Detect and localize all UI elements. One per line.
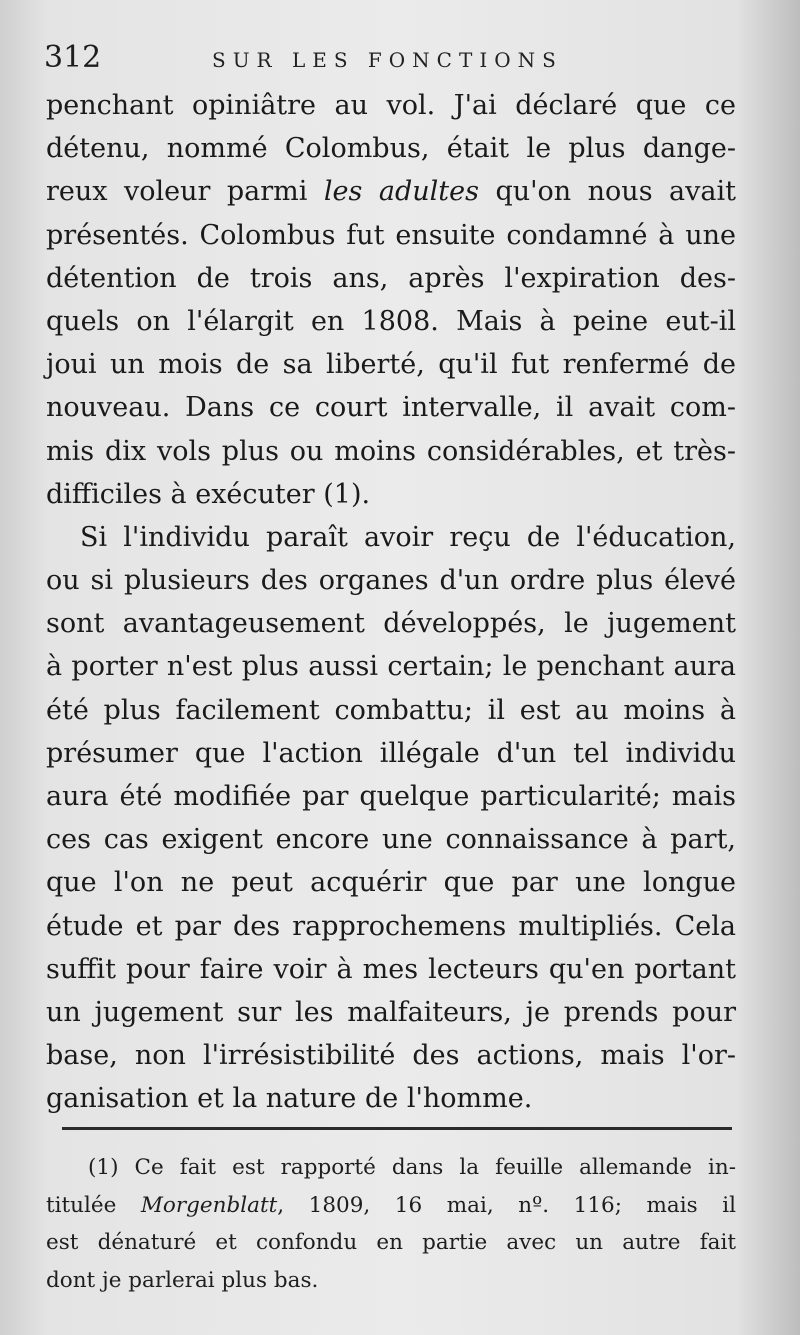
- text-line: étude et par des rapprochemens multipliés. Cela: [46, 910, 736, 942]
- text-segment: , 1809, 16 mai, nº. 116; mais il: [277, 1192, 736, 1218]
- footnote-line: (1) Ce fait est rapporté dans la feuille allemande in-: [88, 1155, 736, 1180]
- footnote-rule: [62, 1127, 732, 1130]
- text-line: quels on l'élargit en 1808. Mais à peine eut-il: [46, 305, 736, 337]
- text-line: ces cas exigent encore une connaissance à part,: [46, 824, 736, 856]
- text-line: que l'on ne peut acquérir que par une longue: [46, 867, 736, 899]
- text-line: joui un mois de sa liberté, qu'il fut renfermé de: [46, 349, 736, 381]
- text-line: base, non l'irrésistibilité des actions, mais l'or-: [46, 1040, 736, 1072]
- footnote-line: dont je parlerai plus bas.: [46, 1267, 319, 1293]
- text-line: détention de trois ans, après l'expiration des-: [46, 262, 736, 294]
- paragraph-2: [46, 516, 736, 1121]
- text-line: détenu, nommé Colombus, était le plus dange-: [46, 133, 736, 165]
- italic-phrase: les adultes: [323, 176, 479, 208]
- text-line: à porter n'est plus aussi certain; le penchant aura: [46, 651, 736, 683]
- running-title: SUR LES FONCTIONS: [212, 48, 563, 72]
- page-header: [44, 38, 744, 78]
- text-line: mis dix vols plus ou moins considérables, et très-: [46, 435, 736, 467]
- text-line: difficiles à exécuter (1).: [46, 478, 371, 510]
- text-line: présentés. Colombus fut ensuite condamné à une: [46, 219, 736, 251]
- page-number: 312: [44, 40, 102, 75]
- text-line: nouveau. Dans ce court intervalle, il avait com-: [46, 392, 736, 424]
- text-segment: titulée: [46, 1192, 141, 1218]
- text-line: ou si plusieurs des organes d'un ordre plus élevé: [46, 565, 736, 597]
- text-line: sont avantageusement développés, le jugement: [46, 608, 736, 640]
- main-text: [46, 84, 736, 1121]
- paragraph-1: [46, 84, 736, 516]
- text-line: Si l'individu paraît avoir reçu de l'éducation,: [80, 521, 736, 553]
- text-line: penchant opiniâtre au vol. J'ai déclaré que ce: [46, 90, 736, 121]
- text-line: ganisation et la nature de l'homme.: [46, 1083, 533, 1115]
- text-line: suffit pour faire voir à mes lecteurs qu'en portant: [46, 953, 736, 985]
- text-segment: reux voleur parmi: [46, 176, 324, 208]
- text-segment: qu'on nous avait: [478, 176, 736, 208]
- footnote: [46, 1149, 736, 1299]
- text-line: aura été modifiée par quelque particularité; mais: [46, 781, 736, 812]
- text-line: un jugement sur les malfaiteurs, je prends pour: [46, 996, 736, 1028]
- text-line: présumer que l'action illégale d'un tel individu: [46, 737, 736, 769]
- footnote-line: est dénaturé et confondu en partie avec un autre fait: [46, 1230, 736, 1255]
- text-line: [46, 170, 736, 213]
- footnote-line: [46, 1187, 736, 1225]
- italic-title: Morgenblatt: [140, 1192, 278, 1218]
- text-line: été plus facilement combattu; il est au moins à: [46, 694, 736, 726]
